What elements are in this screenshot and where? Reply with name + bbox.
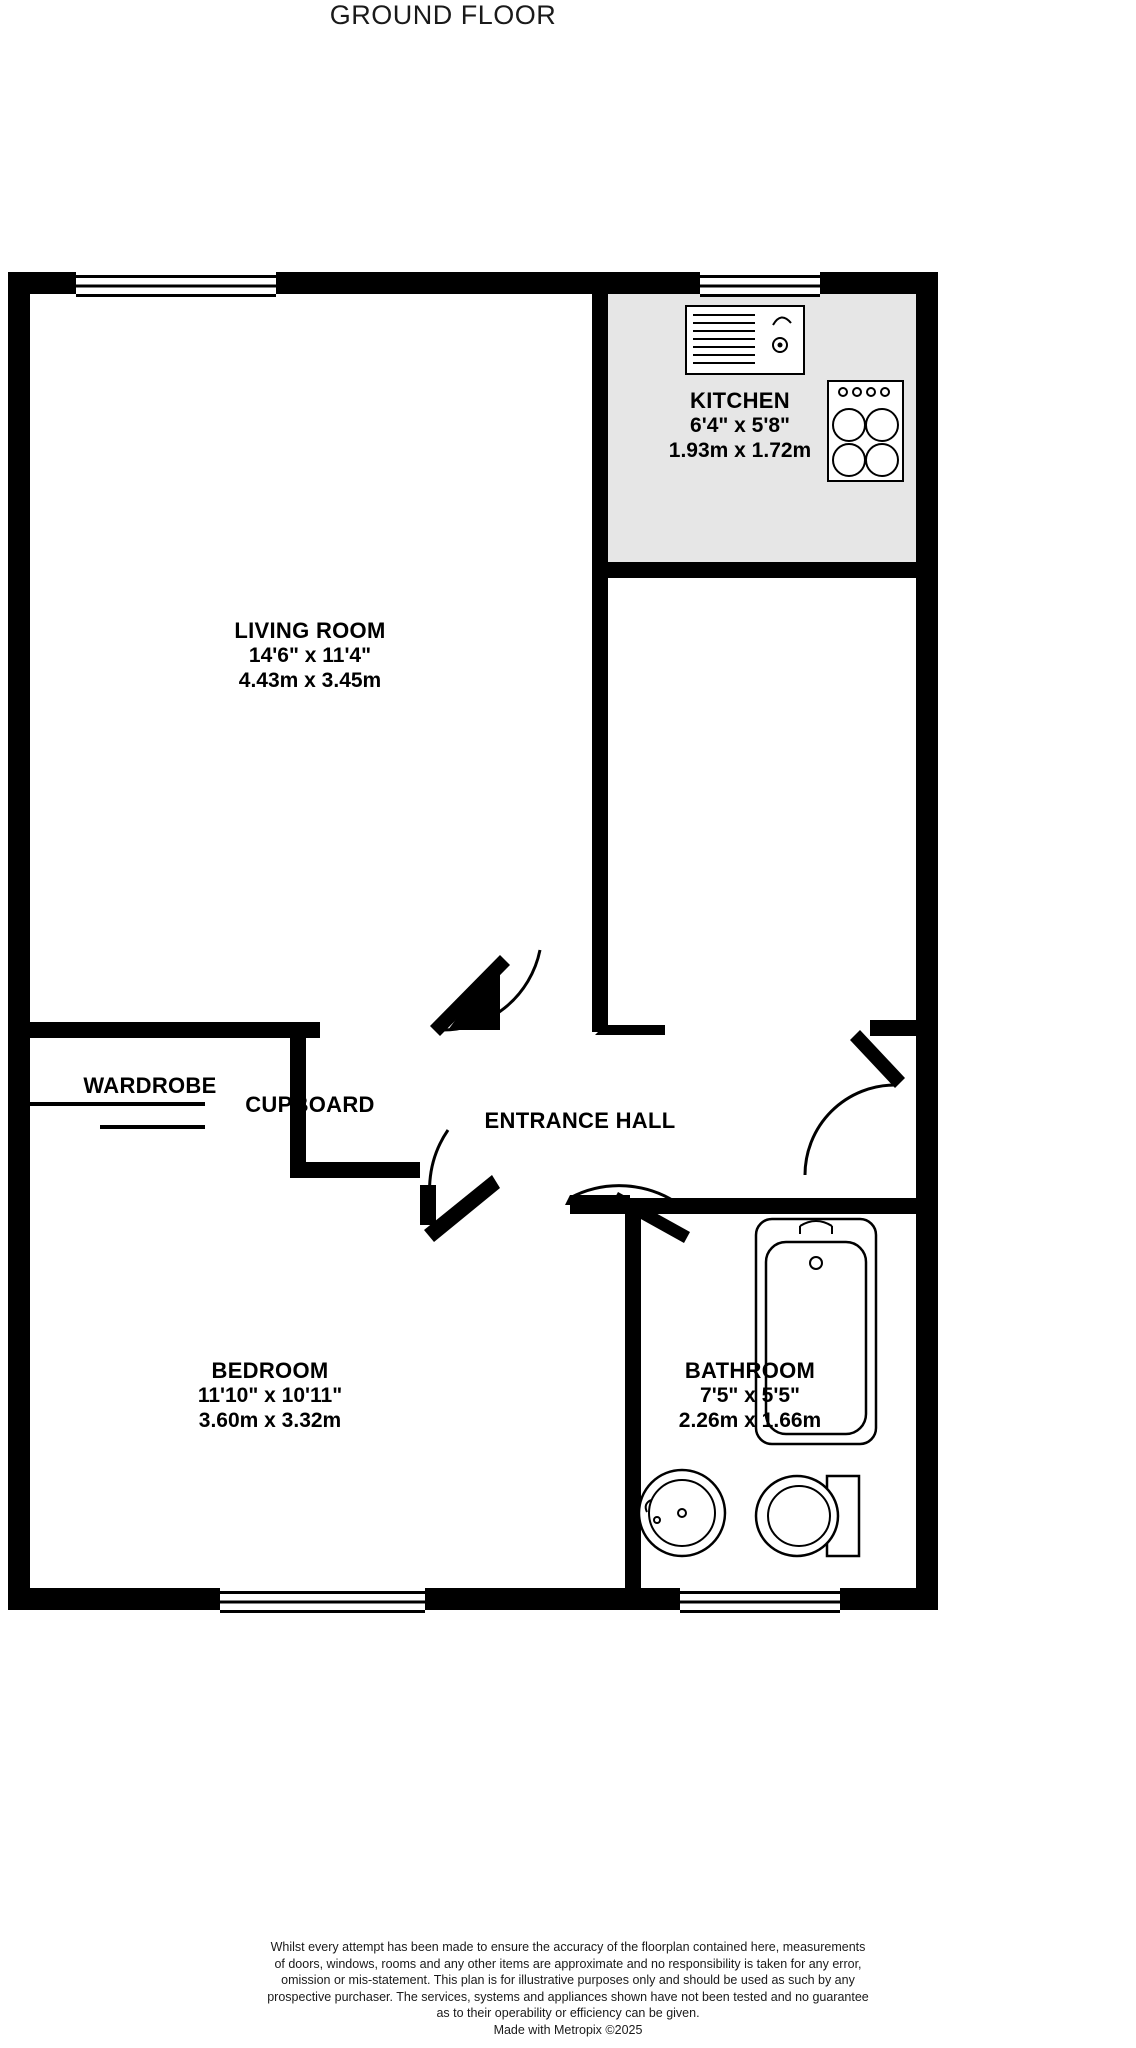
room-label-bathroom [600,1358,900,1433]
made-with-credit: Made with Metropix ©2025 [493,2022,643,2037]
cupboard-name: CUPBOARD [245,1092,375,1117]
disclaimer-line-4: prospective purchaser. The services, systems and appliances shown have not been tested and no guarantee [267,1989,869,2004]
kitchen-dim-imperial: 6'4" x 5'8" [690,413,790,437]
wardrobe-name: WARDROBE [83,1073,217,1098]
room-label-entrance-hall [420,1108,740,1134]
entrance-hall-name: ENTRANCE HALL [484,1108,676,1133]
bathroom-name: BATHROOM [684,1358,816,1383]
living-room-dim-imperial: 14'6" x 11'4" [248,643,372,667]
room-label-living-room [150,618,470,693]
room-label-kitchen [590,388,890,463]
disclaimer-line-1: Whilst every attempt has been made to ensure the accuracy of the floorplan contained here, measurements [270,1940,866,1954]
room-label-bedroom [110,1358,430,1433]
bathroom-dim-metric: 2.26m x 1.66m [678,1408,822,1432]
bedroom-dim-imperial: 11'10" x 10'11" [197,1383,343,1407]
disclaimer [0,1939,1136,2038]
bedroom-name: BEDROOM [211,1358,329,1383]
disclaimer-line-3: omission or mis-statement. This plan is for illustrative purposes only and should be used as such by any [281,1973,855,1987]
disclaimer-line-5: as to their operability or efficiency can be given. [436,2006,700,2020]
kitchen-name: KITCHEN [690,388,790,413]
sink-icon [685,305,810,380]
disclaimer-line-2: of doors, windows, rooms and any other items are approximate and no responsibility is taken for any error, [274,1956,862,1971]
washbasin-icon [637,1468,729,1560]
living-room-dim-metric: 4.43m x 3.45m [238,668,382,692]
bathroom-dim-imperial: 7'5" x 5'5" [700,1383,800,1407]
floor-title-text: GROUND FLOOR [329,0,557,30]
room-label-cupboard [185,1092,435,1118]
bedroom-dim-metric: 3.60m x 3.32m [198,1408,342,1432]
toilet-icon [755,1468,865,1568]
living-room-name: LIVING ROOM [234,618,386,643]
kitchen-dim-metric: 1.93m x 1.72m [668,438,812,462]
